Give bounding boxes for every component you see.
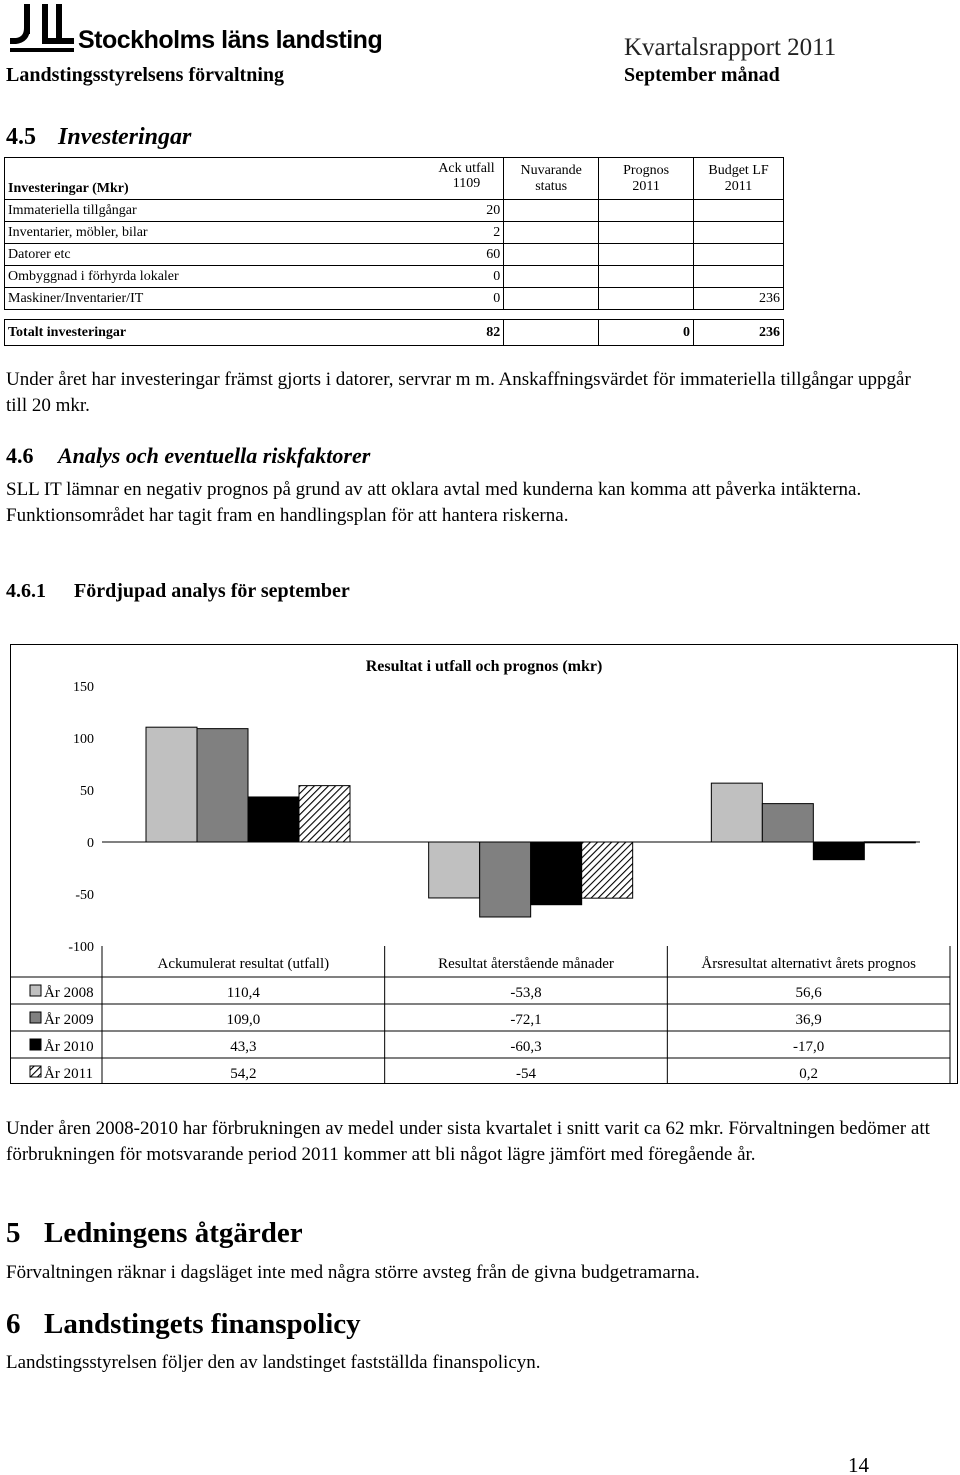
investment-table xyxy=(4,157,784,346)
page-number: 14 xyxy=(848,1453,869,1475)
row-prognos xyxy=(599,200,694,222)
row-ack: 20 xyxy=(486,202,501,218)
data-label: -17,0 xyxy=(793,1039,825,1055)
y-tick-label: 150 xyxy=(73,680,94,695)
row-label: Datorer etc xyxy=(8,246,71,262)
legend-label: År 2010 xyxy=(44,1039,94,1055)
row-label: Inventarier, möbler, bilar xyxy=(8,224,148,240)
section-5-paragraph: Förvaltningen räknar i dagsläget inte med några större avsteg från de givna budgetramarna. xyxy=(6,1262,700,1283)
y-tick-label: 0 xyxy=(87,836,94,851)
col-header-status: Nuvarande status xyxy=(504,158,599,200)
row-ack: 2 xyxy=(493,224,501,240)
row-status xyxy=(504,266,599,288)
table-row xyxy=(5,266,784,288)
y-tick-label: 100 xyxy=(73,732,94,747)
data-label: 43,3 xyxy=(230,1039,257,1055)
row-ack: 0 xyxy=(493,290,501,306)
legend-swatch xyxy=(30,1012,41,1023)
row-label: Maskiner/Inventarier/IT xyxy=(8,290,144,306)
section-4-6-heading xyxy=(6,443,370,469)
section-5-heading xyxy=(6,1217,303,1250)
data-label: 109,0 xyxy=(226,1012,261,1028)
row-status xyxy=(504,200,599,222)
table-spacer-row xyxy=(5,310,784,320)
legend-swatch xyxy=(30,985,41,996)
y-tick-label: -100 xyxy=(68,940,94,955)
row-prognos xyxy=(599,244,694,266)
data-label: 36,9 xyxy=(795,1012,822,1028)
row-prognos xyxy=(599,288,694,310)
row-status xyxy=(504,222,599,244)
section-4-5-heading xyxy=(6,124,191,151)
risk-paragraph: SLL IT lämnar en negativ prognos på grund av att oklara avtal med kunderna kan komma att påverka intäkterna. Funktionsområdet har tagit fram en handlingsplan för att hantera riskerna. xyxy=(6,479,862,526)
bar-år-2010-1 xyxy=(531,842,582,905)
bar-år-2010-2 xyxy=(813,842,864,860)
section-6-paragraph: Landstingsstyrelsen följer den av landstinget fastställda finanspolicyn. xyxy=(6,1352,541,1373)
section-number: 4.6 xyxy=(6,443,34,468)
data-label: -53,8 xyxy=(510,985,542,1001)
table-header-row xyxy=(5,158,784,200)
bar-år-2010-0 xyxy=(248,797,299,842)
legend-swatch xyxy=(30,1066,41,1077)
bar-år-2011-0 xyxy=(299,786,350,842)
org-name: Stockholms läns landsting xyxy=(78,26,383,54)
bar-år-2009-0 xyxy=(197,729,248,842)
bar-år-2008-0 xyxy=(146,727,197,842)
bar-år-2011-2 xyxy=(864,842,915,843)
investment-paragraph: Under året har investeringar främst gjorts i datorer, servrar m m. Anskaffningsvärdet för immateriella tillgångar uppgår till 20 mkr. xyxy=(6,369,911,416)
report-month: September månad xyxy=(624,64,780,86)
category-label: Årsresultat alternativt årets prognos xyxy=(701,956,916,972)
row-prognos xyxy=(599,266,694,288)
chart-title: Resultat i utfall och prognos (mkr) xyxy=(365,658,603,675)
section-number: 4.6.1 xyxy=(6,580,46,602)
section-number: 4.5 xyxy=(6,124,36,150)
table-row xyxy=(5,222,784,244)
after-chart-paragraph: Under åren 2008-2010 har förbrukningen av medel under sista kvartalet i snitt varit ca 62 mkr. Förvaltningen bedömer att förbrukningen för motsvarande period 2011 kommer att bli något lägre jämfört med föregående år. xyxy=(6,1118,930,1165)
result-bar-chart xyxy=(10,644,958,1084)
data-label: -60,3 xyxy=(510,1039,542,1055)
row-label: Immateriella tillgångar xyxy=(8,202,137,218)
table-total-row xyxy=(5,320,784,346)
bar-år-2008-1 xyxy=(429,842,480,898)
row-prognos xyxy=(599,222,694,244)
legend-label: År 2008 xyxy=(44,985,94,1001)
table-row xyxy=(5,288,784,310)
row-status xyxy=(504,288,599,310)
row-ack: 60 xyxy=(486,246,501,262)
col-header-ack: Ack utfall 1109 xyxy=(438,160,495,191)
data-label: 0,2 xyxy=(799,1066,819,1082)
department-name: Landstingsstyrelsens förvaltning xyxy=(6,64,285,86)
legend-swatch xyxy=(30,1039,41,1050)
bar-år-2009-1 xyxy=(480,842,531,917)
section-6-heading xyxy=(6,1308,361,1341)
data-label: -72,1 xyxy=(510,1012,542,1028)
section-title: Ledningens åtgärder xyxy=(44,1217,303,1249)
col-header-prognos: Prognos 2011 xyxy=(599,158,694,200)
y-tick-label: -50 xyxy=(75,888,94,903)
row-label: Ombyggnad i förhyrda lokaler xyxy=(8,268,179,284)
sll-emblem-icon xyxy=(10,4,74,52)
section-number: 6 xyxy=(6,1308,21,1340)
bar-år-2008-2 xyxy=(711,783,762,842)
data-label: 56,6 xyxy=(795,985,822,1001)
data-label: 54,2 xyxy=(230,1066,257,1082)
legend-label: År 2011 xyxy=(44,1066,94,1082)
row-budget xyxy=(694,266,784,288)
y-tick-label: 50 xyxy=(80,784,94,799)
section-4-6-1-heading xyxy=(6,580,350,603)
data-label: -54 xyxy=(516,1066,536,1082)
row-budget xyxy=(694,244,784,266)
section-title: Fördjupad analys för september xyxy=(74,580,350,602)
row-budget xyxy=(694,200,784,222)
section-title: Investeringar xyxy=(58,124,192,150)
row-ack: 0 xyxy=(493,268,501,284)
bar-år-2011-1 xyxy=(582,842,633,898)
category-label: Resultat återstående månader xyxy=(438,956,614,972)
bar-år-2009-2 xyxy=(762,804,813,842)
total-status xyxy=(504,320,599,346)
total-ack: 82 xyxy=(486,324,501,340)
data-label: 110,4 xyxy=(226,985,260,1001)
table-label-header xyxy=(5,158,504,200)
total-label: Totalt investeringar xyxy=(8,324,127,340)
section-number: 5 xyxy=(6,1217,21,1249)
category-label: Ackumulerat resultat (utfall) xyxy=(157,956,330,972)
row-budget xyxy=(694,222,784,244)
col-header-budget: Budget LF 2011 xyxy=(694,158,784,200)
table-row xyxy=(5,244,784,266)
total-budget: 236 xyxy=(694,320,784,346)
legend-label: År 2009 xyxy=(44,1012,94,1028)
section-title: Analys och eventuella riskfaktorer xyxy=(58,443,371,468)
table-row xyxy=(5,200,784,222)
label-header-text: Investeringar (Mkr) xyxy=(8,180,129,196)
row-status xyxy=(504,244,599,266)
total-prognos: 0 xyxy=(599,320,694,346)
section-title: Landstingets finanspolicy xyxy=(44,1308,361,1340)
report-title: Kvartalsrapport 2011 xyxy=(624,34,837,61)
row-budget: 236 xyxy=(694,288,784,310)
